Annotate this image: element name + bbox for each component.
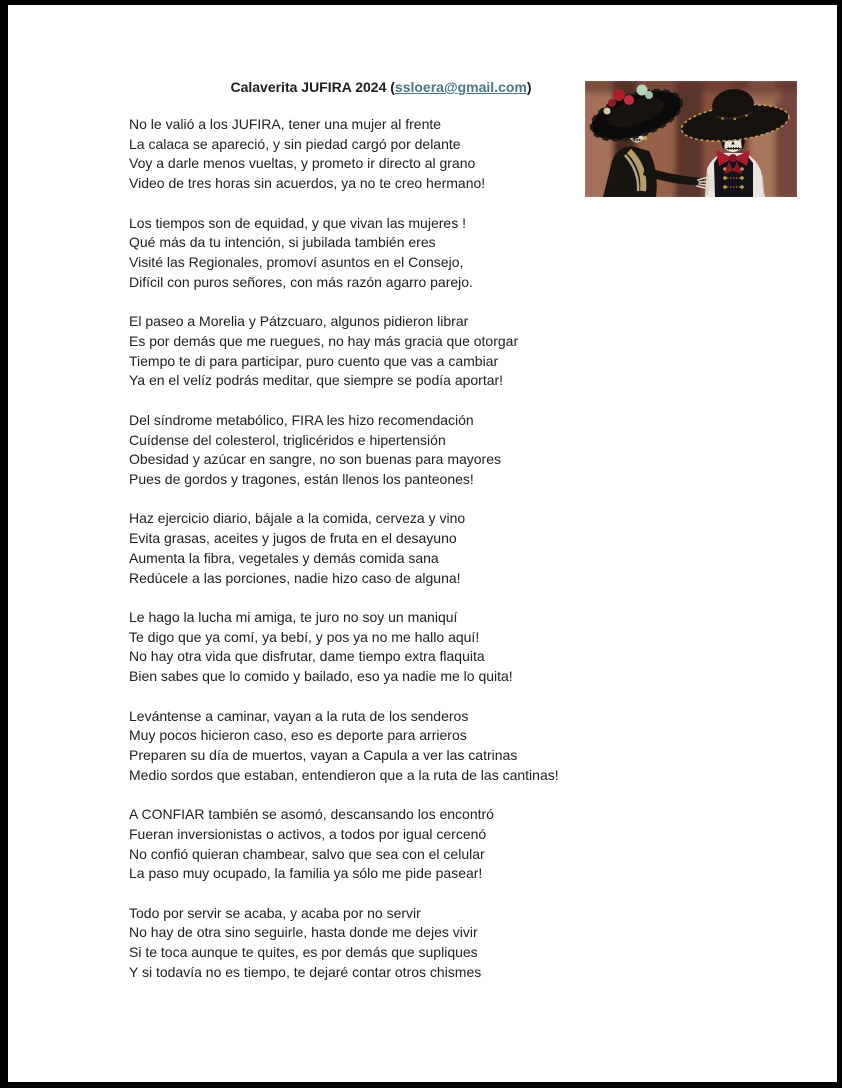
title-closing-paren: )	[526, 79, 532, 95]
poem-line: Qué más da tu intención, si jubilada también eres	[129, 234, 436, 251]
poem-line: Del síndrome metabólico, FIRA les hizo recomendación	[129, 411, 474, 428]
poem-line: Aumenta la fibra, vegetales y demás comida sana	[129, 549, 439, 566]
poem-line: La paso muy ocupado, la familia ya sólo me pide pasear!	[129, 865, 483, 882]
email-link[interactable]: ssloera@gmail.com	[394, 79, 527, 95]
poem-line: Fueran inversionistas o activos, a todos por igual cercenó	[129, 825, 487, 842]
poem-line: No hay otra vida que disfrutar, dame tiempo extra flaquita	[129, 648, 485, 665]
stanza	[129, 904, 629, 983]
poem-body	[129, 115, 629, 1002]
poem-line: No confió quieran chambear, salvo que sea con el celular	[129, 845, 485, 862]
poem-line: Los tiempos son de equidad, y que vivan las mujeres !	[129, 214, 466, 231]
poem-line: Levántense a caminar, vayan a la ruta de los senderos	[129, 707, 469, 724]
poem-line: Ya en el velíz podrás meditar, que siempre se podía aportar!	[129, 372, 504, 389]
poem-line: Obesidad y azúcar en sangre, no son buenas para mayores	[129, 451, 502, 468]
poem-line: Evita grasas, aceites y jugos de fruta en el desayuno	[129, 530, 457, 547]
poem-line: Voy a darle menos vueltas, y prometo ir directo al grano	[129, 155, 476, 172]
poem-line: La calaca se apareció, y sin piedad cargó por delante	[129, 135, 461, 152]
poem-line: A CONFIAR también se asomó, descansando los encontró	[129, 806, 494, 823]
stanza	[129, 411, 629, 490]
poem-line: Bien sabes que lo comido y bailado, eso ya nadie me lo quita!	[129, 668, 513, 685]
poem-line: No hay de otra sino seguirle, hasta donde me dejes vivir	[129, 924, 478, 941]
poem-line: Video de tres horas sin acuerdos, ya no te creo hermano!	[129, 175, 486, 192]
poem-line: Preparen su día de muertos, vayan a Capula a ver las catrinas	[129, 747, 518, 763]
poem-line: Haz ejercicio diario, bájale a la comida, cerveza y vino	[129, 510, 466, 527]
poem-line: Es por demás que me ruegues, no hay más gracia que otorgar	[129, 332, 519, 349]
document-title	[129, 78, 633, 98]
poem-line: Y si todavía no es tiempo, te dejaré contar otros chismes	[129, 963, 482, 980]
stanza	[129, 312, 629, 391]
stanza	[129, 214, 629, 293]
poem-line: Cuídense del colesterol, triglicéridos e hipertensión	[129, 431, 446, 448]
stanza	[129, 115, 629, 194]
poem-line: Redúcele a las porciones, nadie hizo caso de alguna!	[129, 569, 461, 586]
stanza	[129, 509, 629, 588]
poem-line: No le valió a los JUFIRA, tener una mujer al frente	[129, 116, 442, 132]
title-text: Calaverita JUFIRA 2024 (	[230, 79, 395, 95]
stanza	[129, 608, 629, 687]
poem-line: Te digo que ya comí, ya bebí, y pos ya no me hallo aquí!	[129, 628, 480, 645]
poem-line: Si te toca aunque te quites, es por demás que supliques	[129, 944, 478, 961]
stanza	[129, 805, 629, 884]
poem-line: Muy pocos hicieron caso, eso es deporte para arrieros	[129, 727, 467, 744]
poem-line: Visité las Regionales, promoví asuntos en el Consejo,	[129, 254, 464, 271]
poem-line: Difícil con puros señores, con más razón agarro parejo.	[129, 273, 473, 290]
poem-line: Todo por servir se acaba, y acaba por no servir	[129, 904, 421, 921]
poem-line: Tiempo te di para participar, puro cuento que vas a cambiar	[129, 352, 499, 369]
poem-line: Pues de gordos y tragones, están llenos los panteones!	[129, 470, 474, 487]
poem-line: Le hago la lucha mi amiga, te juro no soy un maniquí	[129, 608, 458, 625]
poem-line: El paseo a Morelia y Pátzcuaro, algunos pidieron librar	[129, 313, 469, 330]
stanza	[129, 707, 629, 786]
poem-line: Medio sordos que estaban, entendieron que a la ruta de las cantinas!	[129, 766, 559, 783]
